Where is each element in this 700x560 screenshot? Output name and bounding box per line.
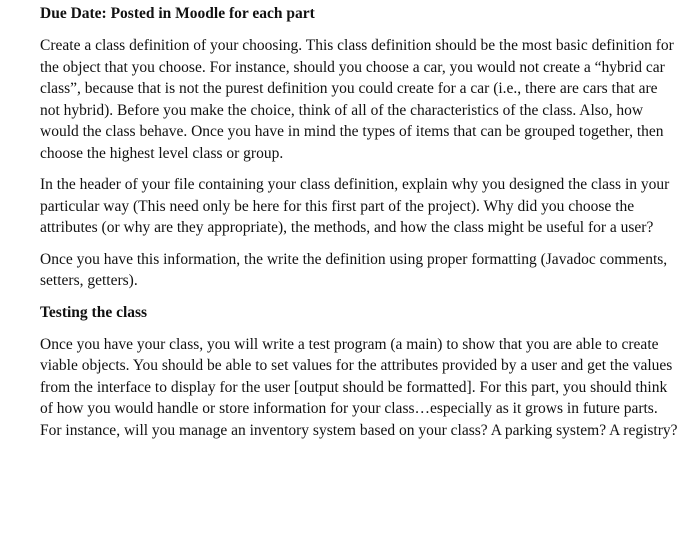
testing-heading: Testing the class bbox=[40, 303, 148, 321]
class-definition-paragraph: Create a class definition of your choosing. This class definition should be the most basic definition for the object that you choose. For instance, should you choose a car, you would not create a “hybrid car class”, because that is not the purest definition you could create for a car (i.e., there are cars that are not hybrid). Before you make the choice, think of all of the characteristics of the class. Also, how would the class behave. Once you have in mind the types of items that can be grouped together, then choose the highest level class or group. bbox=[40, 37, 674, 162]
test-program-paragraph: Once you have your class, you will write a test program (a main) to show that you are able to create viable objects. You should be able to set values for the attributes provided by a user and get the values from the interface to display for the user [output should be formatted]. For this part, you should think of how you would handle or store information for your class…especially as it grows in future parts. For instance, will you manage an inventory system based on your class? A parking system? A registry? bbox=[40, 335, 678, 439]
file-header-paragraph: In the header of your file containing your class definition, explain why you designed the class in your particular way (This need only be here for this first part of the project). Why did you choose the attributes (or why are they appropriate), the methods, and how the class might be useful for a user? bbox=[40, 176, 670, 236]
due-date-heading: Due Date: Posted in Moodle for each part bbox=[40, 5, 315, 22]
formatting-paragraph: Once you have this information, the write the definition using proper formatting (Javadoc comments, setters, getters). bbox=[40, 250, 668, 289]
assignment-document bbox=[40, 3, 680, 451]
